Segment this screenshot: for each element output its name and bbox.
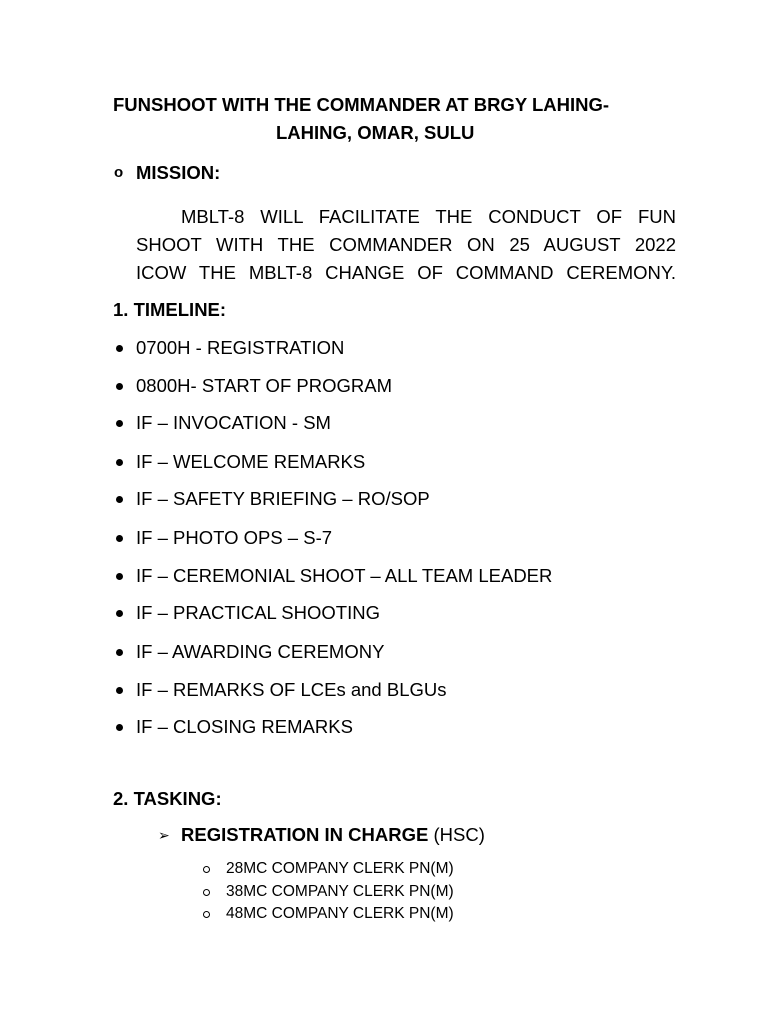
bullet-dot-icon [116, 535, 123, 542]
mission-line-3: ICOW THE MBLT-8 CHANGE OF COMMAND CEREMONY. [136, 262, 676, 283]
bullet-dot-icon [116, 496, 123, 503]
registration-task [181, 824, 485, 846]
mission-line-1: MBLT-8 WILL FACILITATE THE CONDUCT OF FUN [181, 206, 676, 227]
bullet-dot-icon [116, 610, 123, 617]
mission-bullet: o [114, 164, 124, 181]
bullet-dot-icon [116, 345, 123, 352]
bullet-dot-icon [116, 573, 123, 580]
tasking-heading: 2. TASKING: [113, 788, 222, 809]
registration-task-suffix: (HSC) [433, 824, 485, 845]
mission-paragraph [136, 203, 676, 287]
hollow-circle-bullet-icon [203, 889, 210, 896]
bullet-dot-icon [116, 383, 123, 390]
mission-heading: MISSION: [136, 162, 221, 183]
hollow-circle-bullet-icon [203, 911, 210, 918]
arrow-bullet-icon: ➢ [158, 827, 170, 843]
timeline-heading: 1. TIMELINE: [113, 299, 227, 320]
bullet-dot-icon [116, 687, 123, 694]
bullet-dot-icon [116, 649, 123, 656]
mission-line-2: SHOOT WITH THE COMMANDER ON 25 AUGUST 2022 [136, 234, 676, 255]
bullet-dot-icon [116, 459, 123, 466]
hollow-circle-bullet-icon [203, 866, 210, 873]
bullet-dot-icon [116, 724, 123, 731]
document-title-line-2: LAHING, OMAR, SULU [276, 122, 475, 143]
bullet-dot-icon [116, 420, 123, 427]
registration-task-label: REGISTRATION IN CHARGE [181, 824, 429, 845]
document-title-line-1: FUNSHOOT WITH THE COMMANDER AT BRGY LAHING- [113, 94, 610, 115]
